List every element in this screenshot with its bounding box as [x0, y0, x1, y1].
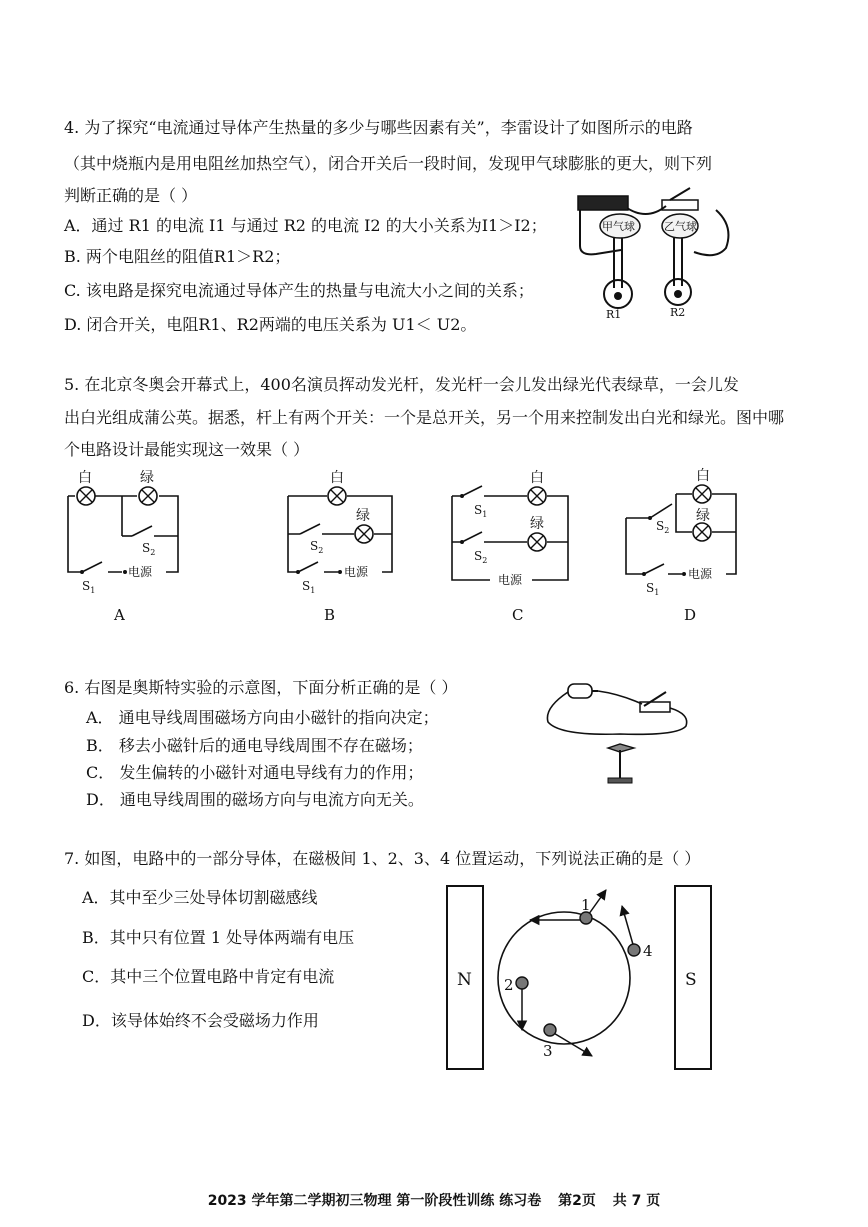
q5-b-green-label: 绿 [356, 508, 370, 524]
q5-c-green-label: 绿 [530, 516, 544, 532]
position-4-dot [628, 944, 640, 956]
q5-b-s1-label: $S_1$ [302, 579, 316, 595]
q6-option-c: C． 发生偏转的小磁针对通电导线有力的作用； [86, 763, 424, 782]
q5-c-label: C [512, 606, 524, 624]
q5-circuit-a [62, 466, 186, 626]
q5-d-s1-label: $S_1$ [646, 581, 660, 597]
footer-page: 第2页 [558, 1193, 596, 1209]
q4-option-d: D. 闭合开关，电阻R1、R2两端的电压关系为 U1＜ U2。 [64, 315, 477, 334]
q5-c-s2-label: $S_2$ [474, 549, 488, 565]
q6-option-d: D． 通电导线周围的磁场方向与电流方向无关。 [86, 790, 424, 809]
q4-r2-label: R2 [670, 306, 686, 319]
q5-d-label: D [684, 606, 697, 624]
position-3-label: 3 [543, 1042, 553, 1060]
q7-option-c: C．其中三个位置电路中肯定有电流 [82, 967, 335, 986]
q5-stem-line-2: 出白光组成蒲公英。据悉，杆上有两个开关：一个是总开关，另一个用来控制发出白光和绿光。图中哪 [64, 408, 785, 427]
south-pole-label: S [685, 970, 697, 990]
q5-circuit-b [282, 466, 406, 626]
q5-a-s1-label: $S_1$ [82, 579, 96, 595]
q5-a-label: A [114, 606, 125, 624]
q4-option-c: C. 该电路是探究电流通过导体产生的热量与电流大小之间的关系； [64, 281, 534, 300]
q5-circuit-c [446, 466, 580, 626]
q6-option-b: B． 移去小磁针后的通电导线周围不存在磁场； [86, 736, 423, 755]
north-pole-label: N [457, 970, 472, 990]
position-4-label: 4 [643, 942, 653, 960]
footer-total: 共 7 页 [612, 1193, 661, 1209]
q7-option-a: A．其中至少三处导体切割磁感线 [82, 888, 318, 907]
q5-b-s2-label: $S_2$ [310, 539, 324, 555]
q5-b-white-label: 白 [330, 470, 344, 486]
q4-balloon-right-label: 乙气球 [664, 220, 697, 233]
position-2-dot [516, 977, 528, 989]
q5-c-s1-label: $S_1$ [474, 503, 488, 519]
q5-b-label: B [324, 606, 336, 624]
q4-option-b: B. 两个电阻丝的阻值R1＞R2； [64, 247, 291, 266]
q4-stem-line-2: （其中烧瓶内是用电阻丝加热空气），闭合开关后一段时间，发现甲气球膨胀的更大，则下列 [64, 154, 713, 173]
q6-oersted-figure [540, 674, 700, 794]
q5-a-green-label: 绿 [140, 470, 154, 486]
q5-a-source-label: 电源 [128, 565, 153, 579]
position-1-label: 1 [581, 896, 591, 914]
q7-stem: 7. 如图，电路中的一部分导体，在磁极间 1、2、3、4 位置运动，下列说法正确的是（ ） [64, 849, 701, 868]
q5-c-white-label: 白 [530, 470, 544, 486]
q4-r1-label: R1 [606, 308, 622, 321]
footer-title: 2023 学年第二学期初三物理 第一阶段性训练 练习卷 [207, 1193, 542, 1209]
q6-stem: 6. 右图是奥斯特实验的示意图，下面分析正确的是（ ） [64, 678, 458, 697]
q5-c-source-label: 电源 [498, 573, 523, 587]
q5-stem-line-3: 个电路设计最能实现这一效果（ ） [64, 440, 310, 459]
q5-d-s2-label: $S_2$ [656, 519, 670, 535]
q5-d-source-label: 电源 [688, 567, 713, 581]
q5-d-green-label: 绿 [696, 508, 710, 524]
q5-d-white-label: 白 [696, 468, 710, 484]
q5-a-white-label: 白 [78, 470, 92, 486]
q7-option-d: D．该导体始终不会受磁场力作用 [82, 1011, 319, 1030]
q4-circuit-figure [566, 186, 738, 322]
position-2-label: 2 [504, 976, 514, 994]
q7-option-b: B．其中只有位置 1 处导体两端有电压 [82, 928, 355, 947]
q4-option-a: A．通过 R1 的电流 I1 与通过 R2 的电流 I2 的大小关系为I1＞I2； [64, 216, 547, 235]
page-footer [0, 1190, 868, 1210]
position-3-dot [544, 1024, 556, 1036]
q4-balloon-left-label: 甲气球 [602, 220, 635, 233]
q5-stem-line-1: 5. 在北京冬奥会开幕式上，400名演员挥动发光杆，发光杆一会儿发出绿光代表绿草，一会儿发 [64, 375, 739, 394]
q6-option-a: A． 通电导线周围磁场方向由小磁针的指向决定； [86, 708, 439, 727]
q4-stem-line-3: 判断正确的是（ ） [64, 186, 198, 205]
q5-circuit-d [620, 466, 744, 626]
q4-stem-line-1: 4. 为了探究“电流通过导体产生热量的多少与哪些因素有关”，李雷设计了如图所示的电路 [64, 118, 693, 137]
q5-a-s2-label: $S_2$ [142, 541, 156, 557]
q7-magnet-figure [440, 882, 720, 1072]
q5-b-source-label: 电源 [344, 565, 369, 579]
